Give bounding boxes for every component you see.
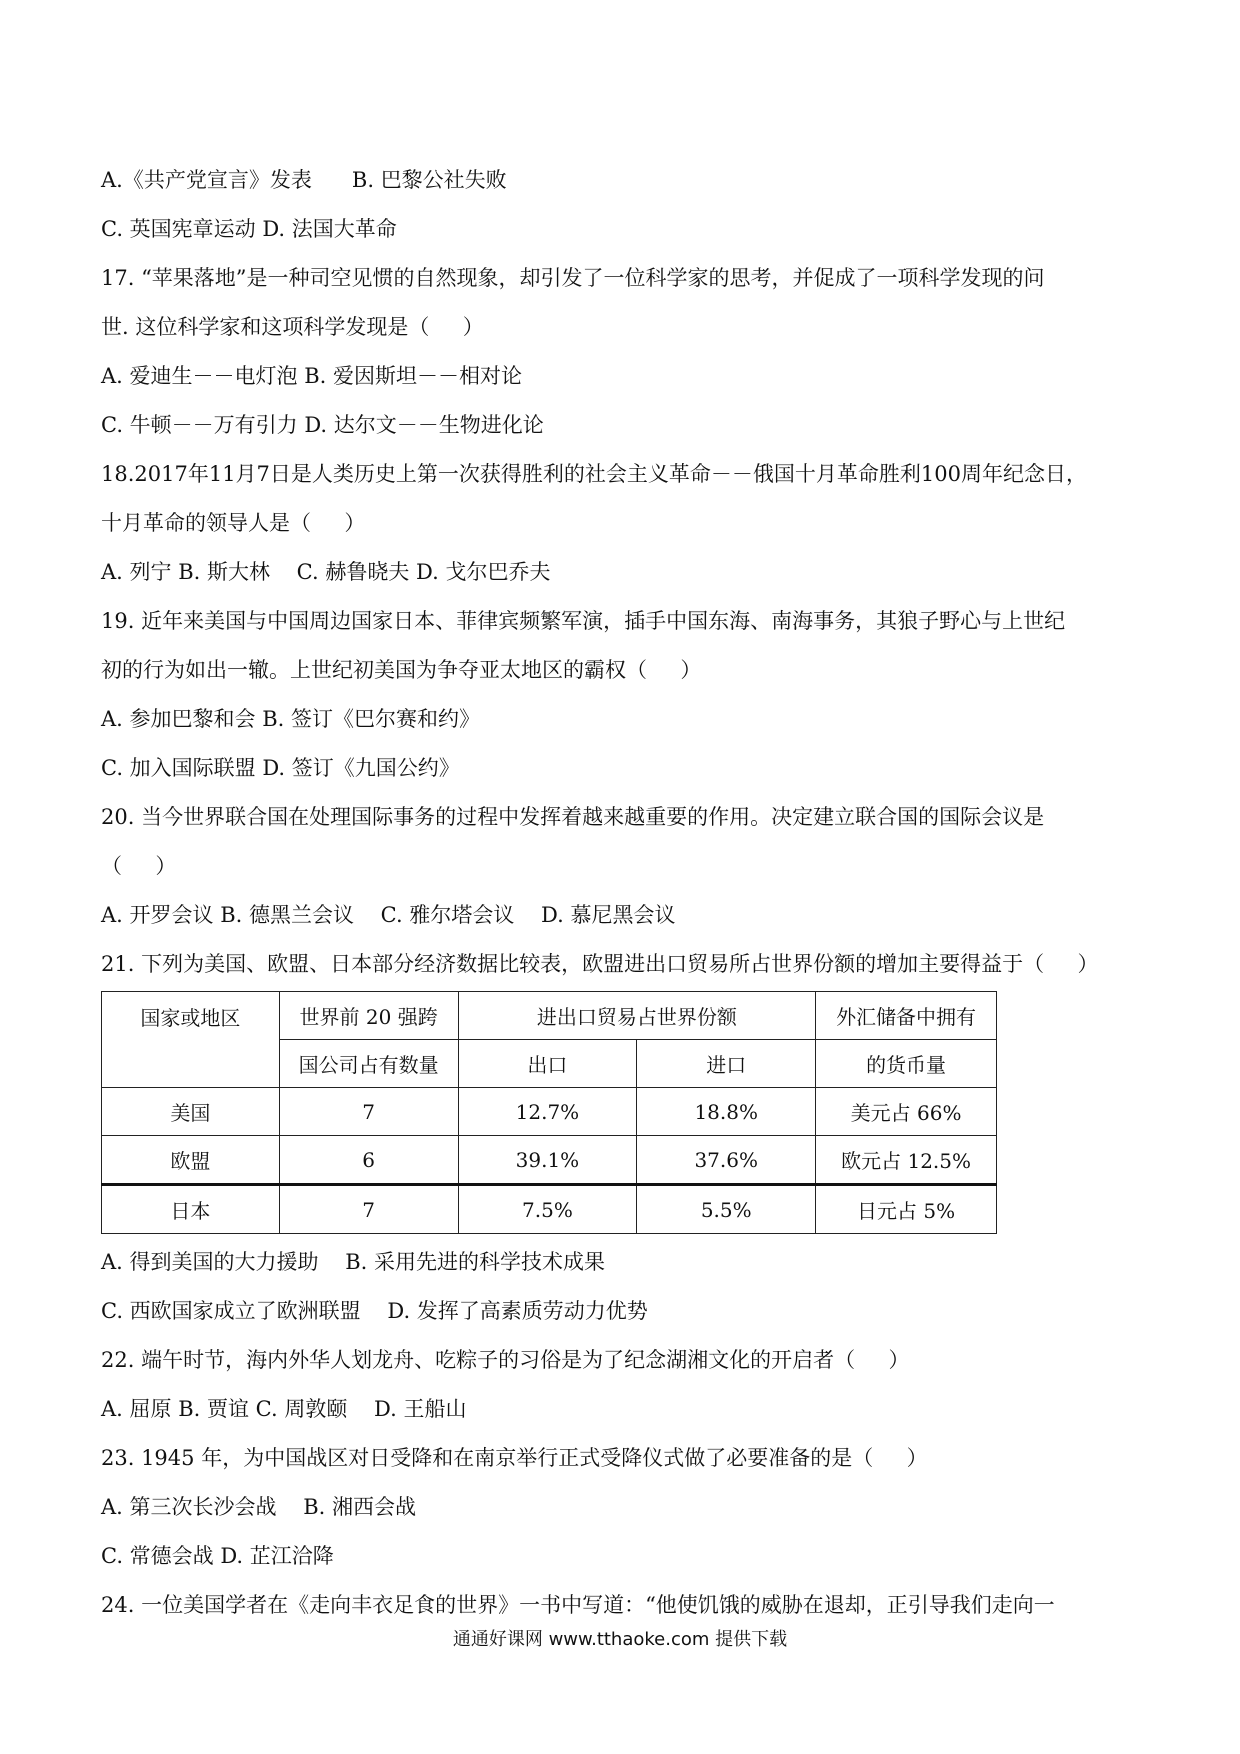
header-export: 出口 — [458, 1040, 637, 1088]
table-row — [102, 1088, 997, 1136]
cell-reserve: 美元占 66% — [816, 1088, 997, 1136]
cell-region: 欧盟 — [102, 1136, 280, 1185]
text-line: 22. 端午时节，海内外华人划龙舟、吃粽子的习俗是为了纪念湖湘文化的开启者（ ） — [101, 1348, 910, 1372]
table-row — [102, 1185, 997, 1234]
question-block-bottom — [101, 1238, 1141, 1630]
header-companies-line1: 世界前 20 强跨 — [279, 992, 458, 1040]
cell-companies: 7 — [279, 1088, 458, 1136]
cell-export: 12.7% — [458, 1088, 637, 1136]
text-line: 24. 一位美国学者在《走向丰衣足食的世界》一书中写道：“他使饥饿的威胁在退却，正引导我们走向一 — [101, 1593, 1055, 1617]
header-reserve-line1: 外汇储备中拥有 — [816, 992, 997, 1040]
text-line: A. 第三次长沙会战 B. 湘西会战 — [101, 1495, 416, 1519]
cell-reserve: 日元占 5% — [816, 1185, 997, 1234]
text-line: 20. 当今世界联合国在处理国际事务的过程中发挥着越来越重要的作用。决定建立联合国的国际会议是 — [101, 805, 1045, 829]
text-line: A. 开罗会议 B. 德黑兰会议 C. 雅尔塔会议 D. 慕尼黑会议 — [101, 903, 676, 927]
text-line: 21. 下列为美国、欧盟、日本部分经济数据比较表，欧盟进出口贸易所占世界份额的增加主要得益于（ ） — [101, 952, 1099, 976]
header-region: 国家或地区 — [102, 992, 280, 1088]
text-line: 17. “苹果落地”是一种司空见惯的自然现象，却引发了一位科学家的思考，并促成了一项科学发现的问 — [101, 266, 1045, 290]
cell-import: 18.8% — [637, 1088, 816, 1136]
header-reserve-line2: 的货币量 — [816, 1040, 997, 1088]
cell-region: 美国 — [102, 1088, 280, 1136]
question-block-top — [101, 156, 1141, 989]
economic-data-table — [101, 991, 997, 1234]
text-line: 初的行为如出一辙。上世纪初美国为争夺亚太地区的霸权（ ） — [101, 658, 702, 682]
text-line: A.《共产党宣言》发表 B. 巴黎公社失败 — [101, 168, 507, 192]
text-line: A. 得到美国的大力援助 B. 采用先进的科学技术成果 — [101, 1250, 605, 1274]
text-line: 18.2017年11月7日是人类历史上第一次获得胜利的社会主义革命－－俄国十月革命胜利100周年纪念日， — [101, 462, 1088, 486]
exam-page-content — [101, 156, 1141, 1630]
economic-data-table-wrapper — [101, 991, 1141, 1234]
text-line: C. 英国宪章运动 D. 法国大革命 — [101, 217, 397, 241]
table-row — [102, 1136, 997, 1185]
cell-import: 37.6% — [637, 1136, 816, 1185]
text-line: 23. 1945 年，为中国战区对日受降和在南京举行正式受降仪式做了必要准备的是（ ） — [101, 1446, 928, 1470]
cell-companies: 6 — [279, 1136, 458, 1185]
table-header-row — [102, 992, 997, 1040]
text-line: C. 常德会战 D. 芷江洽降 — [101, 1544, 334, 1568]
header-trade-share: 进出口贸易占世界份额 — [458, 992, 816, 1040]
cell-region: 日本 — [102, 1185, 280, 1234]
text-line: C. 西欧国家成立了欧洲联盟 D. 发挥了高素质劳动力优势 — [101, 1299, 648, 1323]
text-line: 19. 近年来美国与中国周边国家日本、菲律宾频繁军演，插手中国东海、南海事务，其狼子野心与上世纪 — [101, 609, 1066, 633]
header-companies-line2: 国公司占有数量 — [279, 1040, 458, 1088]
text-line: （ ） — [101, 854, 177, 878]
text-line: C. 加入国际联盟 D. 签订《九国公约》 — [101, 756, 460, 780]
text-line: A. 屈原 B. 贾谊 C. 周敦颐 D. 王船山 — [101, 1397, 467, 1421]
cell-export: 39.1% — [458, 1136, 637, 1185]
text-line: A. 列宁 B. 斯大林 C. 赫鲁晓夫 D. 戈尔巴乔夫 — [101, 560, 551, 584]
text-line: 世. 这位科学家和这项科学发现是（ ） — [101, 315, 484, 339]
cell-reserve: 欧元占 12.5% — [816, 1136, 997, 1185]
cell-import: 5.5% — [637, 1185, 816, 1234]
cell-export: 7.5% — [458, 1185, 637, 1234]
header-import: 进口 — [637, 1040, 816, 1088]
text-line: 十月革命的领导人是（ ） — [101, 511, 366, 535]
text-line: A. 参加巴黎和会 B. 签订《巴尔赛和约》 — [101, 707, 480, 731]
text-line: A. 爱迪生－－电灯泡 B. 爱因斯坦－－相对论 — [101, 364, 522, 388]
text-line: C. 牛顿－－万有引力 D. 达尔文－－生物进化论 — [101, 413, 544, 437]
page-footer: 通通好课网 www.tthaoke.com 提供下载 — [452, 1629, 788, 1650]
cell-companies: 7 — [279, 1185, 458, 1234]
